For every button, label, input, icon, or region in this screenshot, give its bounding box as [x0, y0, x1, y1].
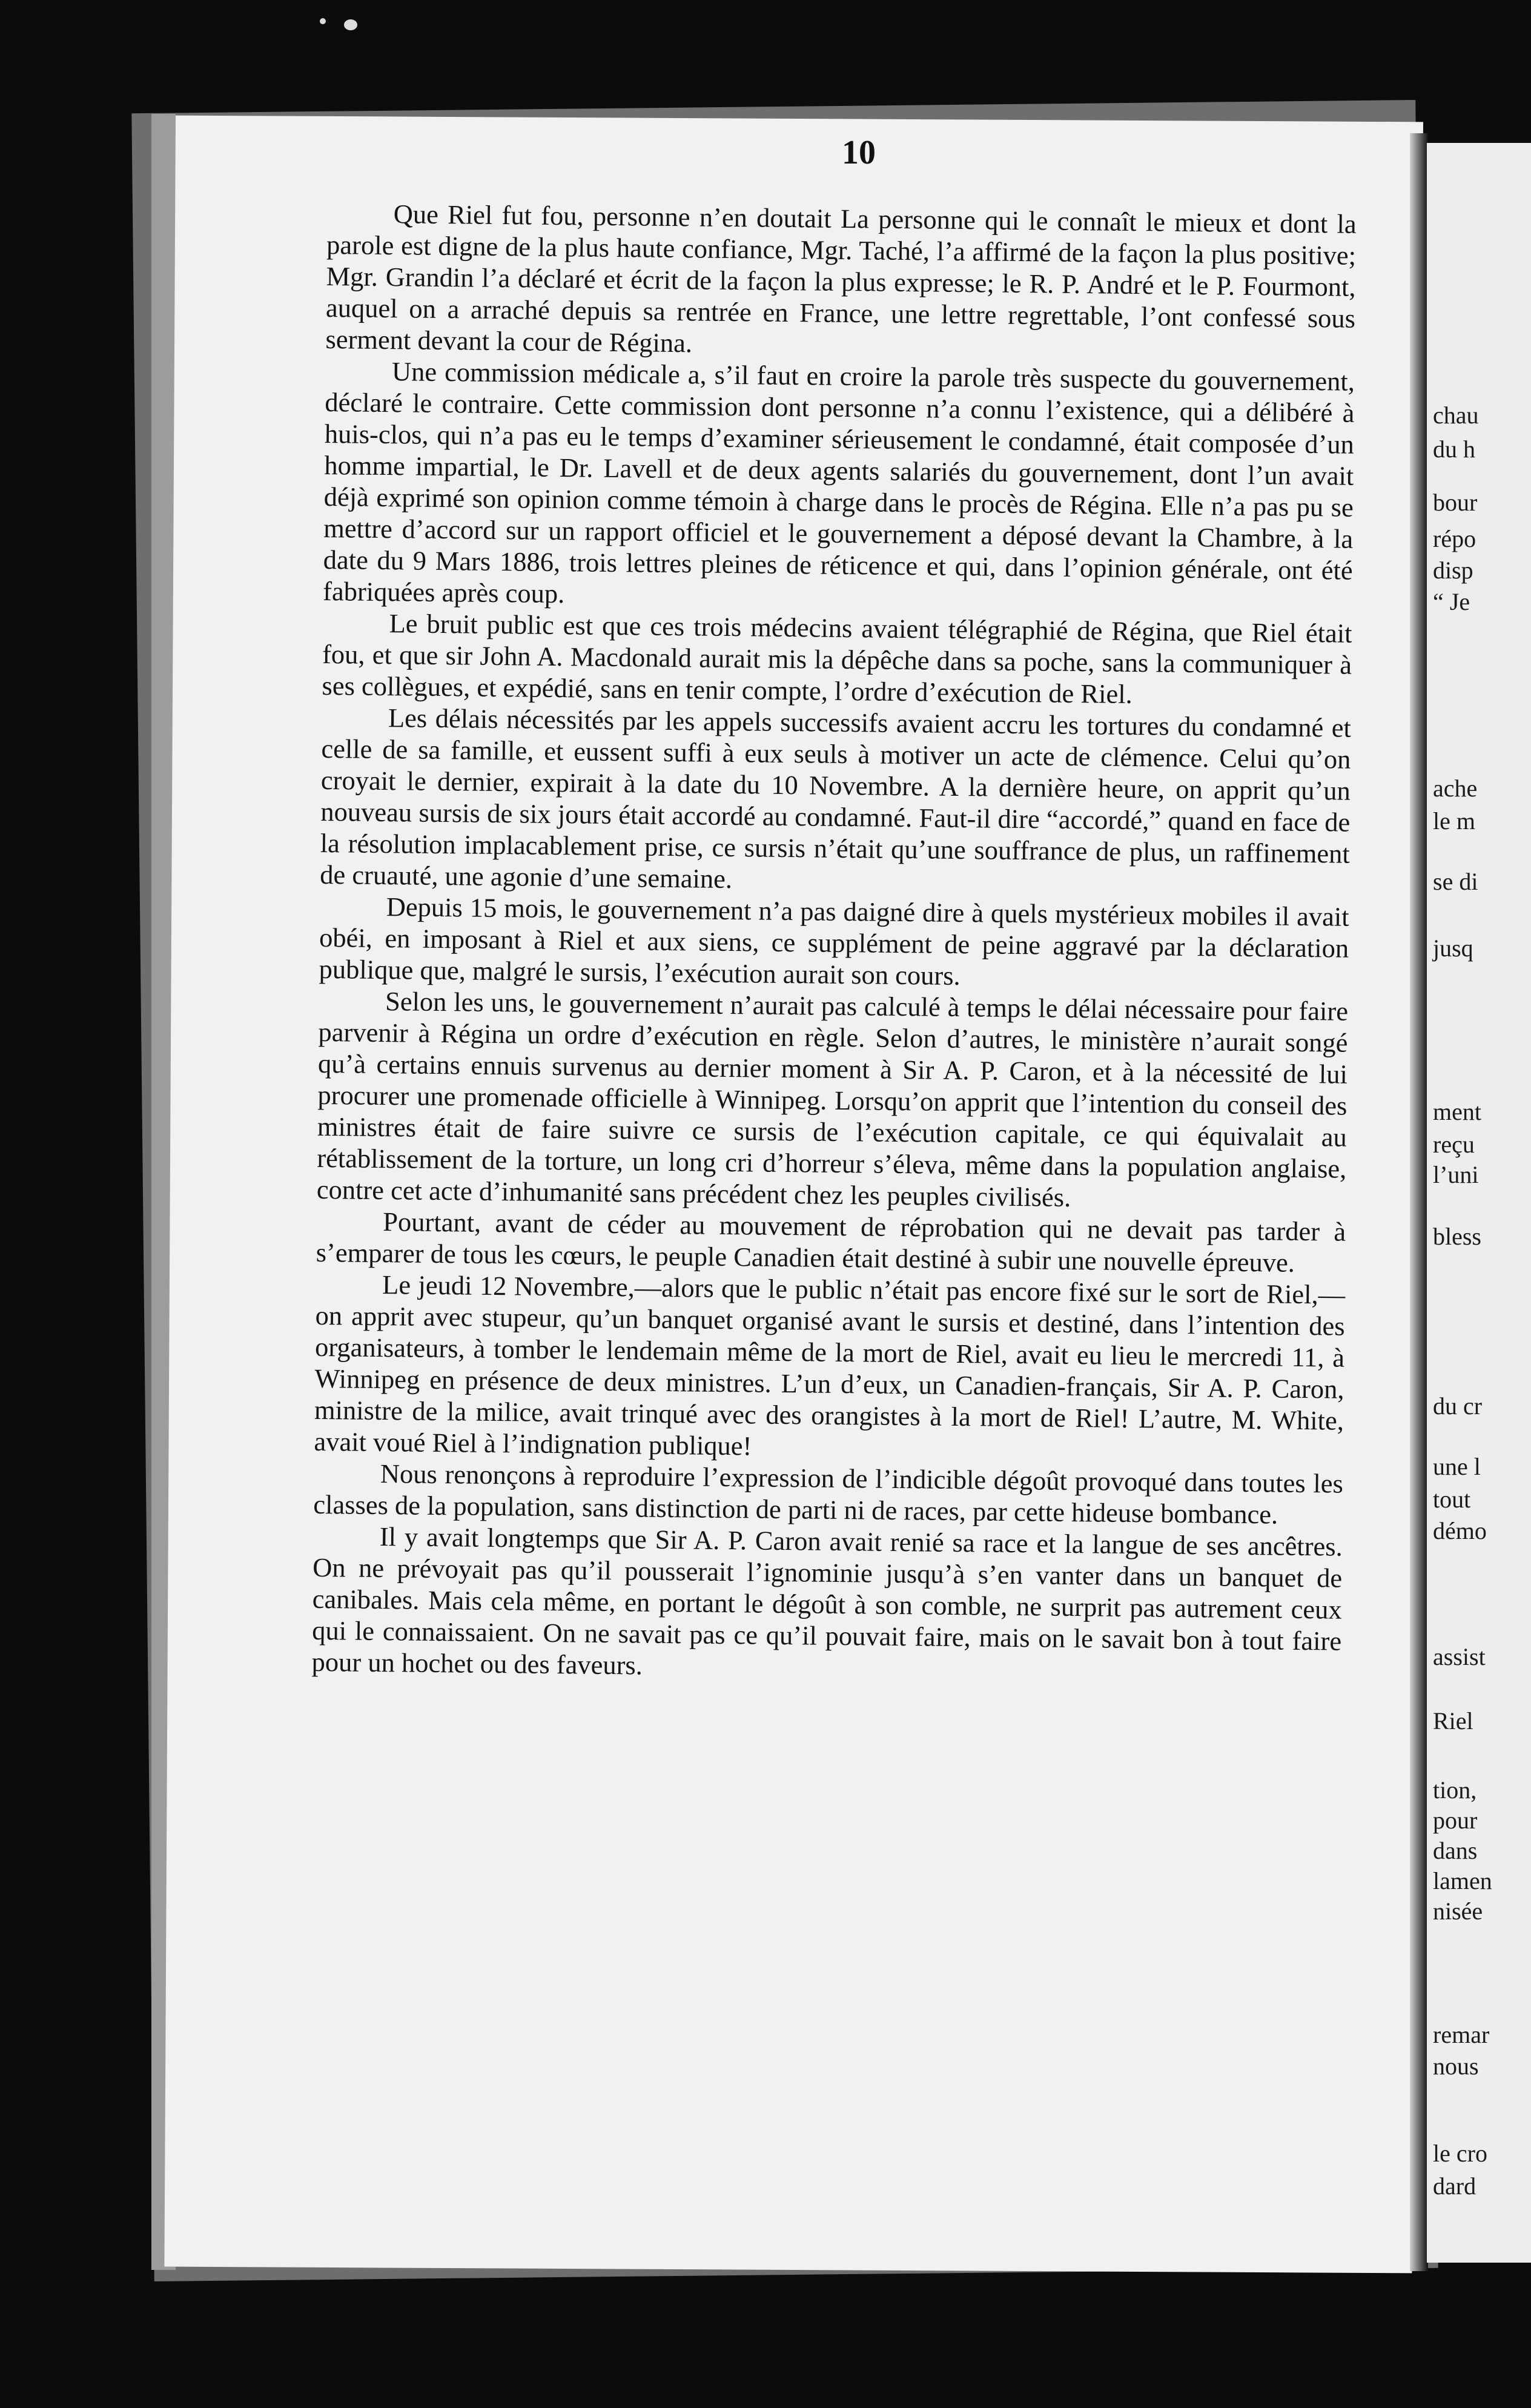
paragraph: Nous renonçons à reproduire l’expression de l’indicible dégoût provoqué dans toutes les classes de la population, sans distinction de parti ni de races, par cette hideuse bombance.: [313, 1458, 1344, 1530]
facing-fragment: une l: [1433, 1453, 1481, 1480]
facing-fragment: du cr: [1433, 1392, 1483, 1420]
facing-fragment: ache: [1433, 775, 1478, 802]
facing-fragment: reçu: [1433, 1131, 1475, 1158]
facing-fragment: tout: [1433, 1486, 1471, 1513]
facing-fragment: nous: [1433, 2052, 1479, 2080]
facing-fragment: remar: [1433, 2021, 1490, 2048]
facing-fragment: assist: [1433, 1643, 1486, 1670]
facing-fragment: dans: [1433, 1837, 1478, 1864]
paragraph: Le bruit public est que ces trois médecins avaient télégraphié de Régina, que Riel était fou, et que sir John A. Macdonald aurait mis la dépêche dans sa poche, sans la communiquer à ses collègues, et expédié, sans en tenir compte, l’ordre d’exécution de Riel.: [322, 608, 1352, 709]
facing-fragment: Riel: [1433, 1707, 1473, 1735]
facing-fragment: “ Je: [1433, 588, 1470, 615]
paragraph: Selon les uns, le gouvernement n’aurait pas calculé à temps le délai nécessaire pour faire parvenir à Régina un ordre d’exécution en règle. Selon d’autres, le ministère n’aurait songé qu’à certains ennuis survenus au dernier moment à Sir A. P. Caron, et à la nécessité de lui procurer une promenade officielle à Winnipeg. Lorsqu’on apprit que l’intention du conseil des ministres était de faire suivre ce sursis de l’exécution capitale, ce qui équivalait au rétablissement de la torture, un long cri d’horreur s’éleva, même dans la population anglaise, contre cet acte d’inhumanité sans précédent chez les peuples civilisés.: [316, 986, 1349, 1212]
facing-fragment: démo: [1433, 1517, 1487, 1544]
facing-fragment: du h: [1433, 435, 1475, 463]
paragraph: Il y avait longtemps que Sir A. P. Caron avait renié sa race et la langue de ses ancêtres. On ne prévoyait pas qu’il pousserait l’ignominie jusqu’à s’en vanter dans un banquet de canibales. Mais cela même, en portant le dégoût à son comble, ne surprit pas autrement ceux qui le connaissaient. On ne savait pas ce qu’il pouvait faire, mais on le savait bon à tout faire pour un hochet ou des faveurs.: [311, 1521, 1343, 1681]
facing-fragment: nisée: [1433, 1897, 1483, 1925]
facing-fragment: bless: [1433, 1223, 1481, 1250]
body-text: [311, 197, 1356, 1689]
gutter-shadow: [1410, 133, 1428, 2271]
facing-fragment: jusq: [1433, 934, 1473, 962]
facing-fragment: le cro: [1433, 2140, 1487, 2167]
facing-page: [1427, 143, 1531, 2263]
page-number: 10: [842, 134, 876, 171]
paragraph: Le jeudi 12 Novembre,—alors que le public n’était pas encore fixé sur le sort de Riel,—on apprit avec stupeur, qu’un banquet organisé avant le sursis et destiné, dans l’intention des organisateurs, à tomber le lendemain même de la mort de Riel, avait eu lieu le mercredi 11, à Winnipeg en présence de deux ministres. L’un d’eux, un Canadien-français, Sir A. P. Caron, ministre de la milice, avait trinqué avec des orangistes à la mort de Riel! L’autre, M. White, avait voué Riel à l’indignation publique!: [314, 1269, 1346, 1461]
paragraph: Que Riel fut fou, personne n’en doutait La personne qui le connaît le mieux et dont la parole est digne de la plus haute confiance, Mgr. Taché, l’a affirmé de la façon la plus positive; Mgr. Grandin l’a déclaré et écrit de la façon la plus expresse; le R. P. André et le P. Fourmont, auquel on a arraché depuis sa rentrée en France, une lettre regrettable, l’ont confessé sous serment devant la cour de Régina.: [325, 199, 1357, 359]
facing-fragment: répo: [1433, 525, 1476, 552]
facing-fragment: pour: [1433, 1807, 1478, 1834]
scan-specks: [315, 12, 363, 36]
facing-fragment: disp: [1433, 557, 1473, 584]
facing-fragment: le m: [1433, 807, 1475, 835]
facing-fragment: chau: [1433, 402, 1479, 429]
facing-fragment: se di: [1433, 868, 1478, 895]
paragraph: Une commission médicale a, s’il faut en croire la parole très suspecte du gouvernement, déclaré le contraire. Cette commission dont personne n’a connu l’existence, qui a délibéré à huis-clos, qui n’a pas eu le temps d’examiner sérieusement le condamné, était composée d’un homme impartial, le Dr. Lavell et de deux agents salariés du gouvernement, dont l’un avait déjà exprimé son opinion comme témoin à charge dans le procès de Régina. Elle n’a pas pu se mettre d’accord sur un rapport officiel et le gouvernement a déposé devant la Chambre, à la date du 9 Mars 1886, trois lettres pleines de réticence et qui, dans l’opinion générale, ont été fabriquées après coup.: [322, 356, 1355, 609]
facing-fragment: ment: [1433, 1098, 1481, 1125]
paragraph: Les délais nécessités par les appels successifs avaient accru les tortures du condamné et celle de sa famille, et eussent suffi à eux seuls à motiver un acte de clémence. Celui qu’on croyait le dernier, expirait à la date du 10 Novembre. A la dernière heure, on apprit qu’un nouveau sursis de six jours était accordé au condamné. Faut-il dire “accordé,” quand en face de la résolution implacablement prise, ce sursis n’était qu’une souffrance de plus, un raffinement de cruauté, une agonie d’une semaine.: [320, 703, 1352, 895]
facing-fragment: l’uni: [1433, 1161, 1479, 1188]
facing-fragment: bour: [1433, 489, 1478, 516]
facing-fragment: lamen: [1433, 1867, 1492, 1894]
paragraph: Depuis 15 mois, le gouvernement n’a pas daigné dire à quels mystérieux mobiles il avait obéi, en imposant à Riel et aux siens, ce supplément de peine aggravé par la déclaration publique que, malgré le sursis, l’exécution aurait son cours.: [319, 891, 1349, 991]
facing-fragment: tion,: [1433, 1776, 1477, 1804]
paragraph: Pourtant, avant de céder au mouvement de réprobation qui ne devait pas tarder à s’emparer de tous les cœurs, le peuple Canadien était destiné à subir une nouvelle épreuve.: [316, 1206, 1346, 1278]
facing-fragment: dard: [1433, 2172, 1476, 2200]
